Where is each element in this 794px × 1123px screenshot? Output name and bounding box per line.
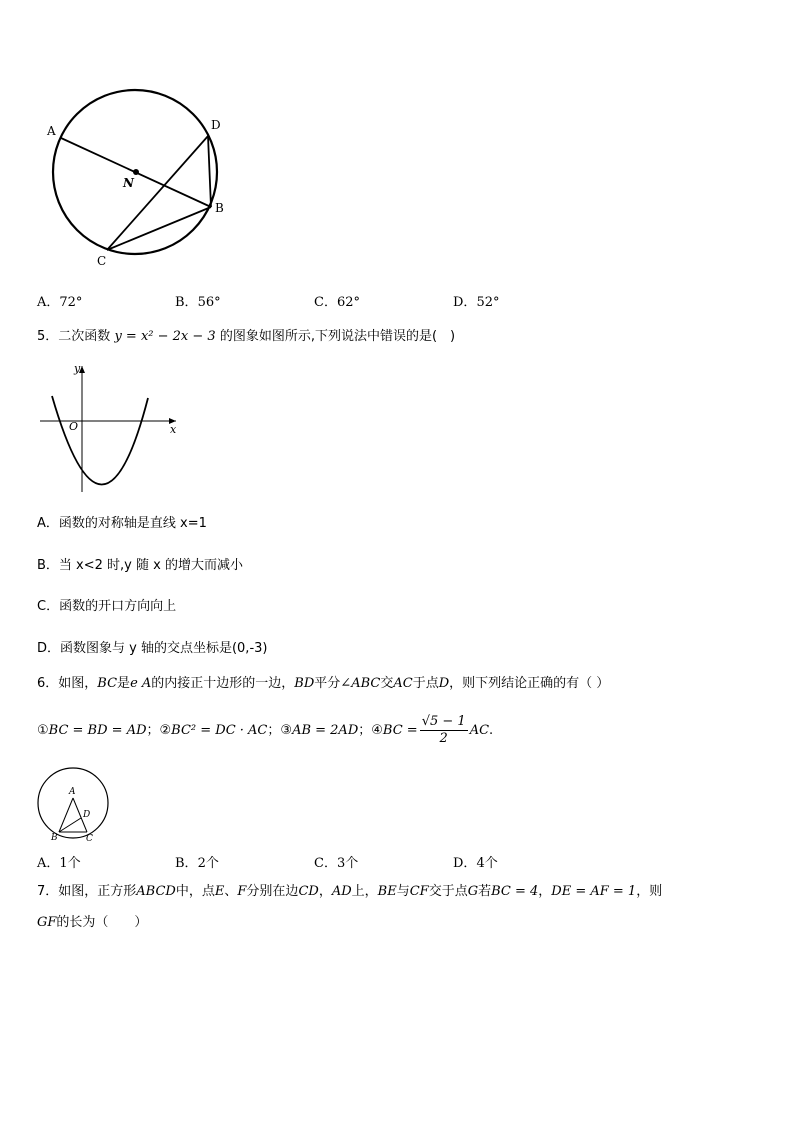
q7-text-c: 、 (224, 884, 238, 899)
q7-text-d: 分别在边 (246, 884, 299, 899)
q7-ad: AD (331, 884, 352, 899)
q7-text-k: ，则 (636, 884, 663, 899)
q6-option-b[interactable] (175, 852, 219, 871)
q5-axis-y-label: y (74, 362, 81, 375)
q6-c4-post: AC (469, 723, 490, 738)
q6-sep-3: ； (358, 723, 372, 738)
q6-stem-bd: BD (294, 676, 315, 691)
q6-stem-ac: AC (393, 676, 413, 691)
q5-axis-x-label: x (170, 423, 177, 436)
q7-g: G (467, 884, 479, 899)
q7-text-h: 交于点 (428, 884, 468, 899)
q6-option-d[interactable] (453, 852, 498, 871)
q6-option-a[interactable] (37, 852, 81, 871)
q6-c4-pre: BC = (382, 723, 418, 738)
q6-option-c[interactable] (314, 852, 358, 871)
q6-c4-denominator: 2 (439, 731, 448, 746)
q4-option-a-value: 72° (59, 295, 83, 310)
q6-stem-f: 于点 (412, 676, 439, 691)
q5-option-a[interactable]: A．函数的对称轴是直线 x=1 (37, 516, 207, 531)
q6-label-c: C (86, 834, 93, 844)
q7-text-f: 上， (351, 884, 378, 899)
q6-option-a-letter: A． (37, 856, 60, 871)
q7-text-e: ， (318, 884, 332, 899)
q7-cf: CF (409, 884, 429, 899)
q7-bc4: BC = 4 (491, 884, 539, 899)
q7-gf: GF (37, 915, 57, 930)
q6-c2-mark: ② (159, 723, 172, 738)
q6-label-b: B (51, 833, 58, 843)
q6-option-d-value: 4个 (476, 856, 498, 871)
q6-c3-mark: ③ (280, 723, 293, 738)
q7-text-i: 若 (478, 884, 492, 899)
q6-option-b-letter: B． (175, 856, 198, 871)
q4-option-d-value: 52° (476, 295, 500, 310)
q5-option-d[interactable]: D．函数图象与 y 轴的交点坐标是(0,-3) (37, 641, 268, 656)
q6-c1: BC = BD = AD (48, 723, 147, 738)
q6-c4-mark: ④ (371, 723, 383, 738)
q6-option-c-letter: C． (314, 856, 337, 871)
q6-option-b-value: 2个 (197, 856, 219, 871)
q6-option-d-letter: D． (453, 856, 477, 871)
q6-number: 6． (37, 676, 59, 691)
q7-text-a: 如图，正方形 (58, 884, 137, 899)
q6-c1-mark: ① (37, 723, 49, 738)
q7-stem-line1 (37, 883, 662, 901)
q7-abcd: ABCD (136, 884, 176, 899)
q5-stem-post: 的图象如图所示,下列说法中错误的是( ) (219, 329, 456, 344)
q4-option-d-letter: D． (453, 295, 477, 310)
q5-option-c[interactable]: C．函数的开口方向向上 (37, 599, 177, 614)
q7-text-g: 与 (396, 884, 410, 899)
q4-option-a-letter: A． (37, 295, 60, 310)
q7-text-b: 中，点 (175, 884, 215, 899)
q6-option-c-value: 3个 (336, 856, 359, 871)
q5-stem-pre: 二次函数 (58, 329, 111, 344)
q6-stem-circle: e A (130, 676, 152, 691)
q6-stem-b: 是 (117, 676, 131, 691)
q6-stem-e: 交 (380, 676, 394, 691)
q7-be: BE (377, 884, 397, 899)
q6-stem-c: 的内接正十边形的一边， (151, 676, 295, 691)
q6-stem-a: 如图， (58, 676, 98, 691)
q5-option-b[interactable]: B．当 x<2 时,y 随 x 的增大而减小 (37, 558, 243, 573)
q7-e: E (214, 884, 225, 899)
q7-number: 7． (37, 884, 59, 899)
q4-label-c: C (97, 254, 107, 268)
q4-label-a: A (47, 124, 56, 138)
q6-circle (38, 768, 108, 838)
q7-cd: CD (298, 884, 319, 899)
q6-c4-numerator: √5 − 1 (421, 714, 466, 729)
q7-f: F (237, 884, 247, 899)
q4-label-d: D (211, 118, 221, 132)
q7-deaf: DE = AF = 1 (551, 884, 637, 899)
q7-text-j: ， (538, 884, 552, 899)
q4-option-c-letter: C． (314, 295, 337, 310)
q6-stem-pd: D (438, 676, 450, 691)
q6-label-a: A (69, 787, 76, 797)
q6-line-ab (59, 798, 73, 832)
q5-origin-label: O (69, 420, 79, 433)
q6-label-d: D (83, 810, 91, 820)
q6-c3: AB = 2AD (292, 723, 359, 738)
q6-c4-end: . (489, 723, 494, 738)
q6-option-a-value: 1个 (59, 856, 81, 871)
q7-text-line2: 的长为（ ） (56, 915, 148, 930)
q4-option-b-letter: B． (175, 295, 198, 310)
q6-stem-angle: ∠ABC (340, 676, 381, 691)
q6-stem-d: 平分 (314, 676, 341, 691)
q5-number: 5． (37, 329, 59, 344)
q6-stem-bc: BC (97, 676, 118, 691)
q4-label-n: N (123, 176, 134, 190)
q4-option-c-value: 62° (336, 295, 360, 310)
q4-option-b-value: 56° (197, 295, 221, 310)
q6-sep-2: ； (267, 723, 281, 738)
q6-stem-g: ，则下列结论正确的有（ ） (449, 676, 610, 691)
q6-sep-1: ； (146, 723, 160, 738)
q6-c2: BC² = DC · AC (171, 723, 268, 738)
q7-stem-line2 (37, 914, 147, 932)
q4-label-b: B (215, 201, 224, 215)
q5-formula: y = x² − 2x − 3 (114, 329, 216, 344)
